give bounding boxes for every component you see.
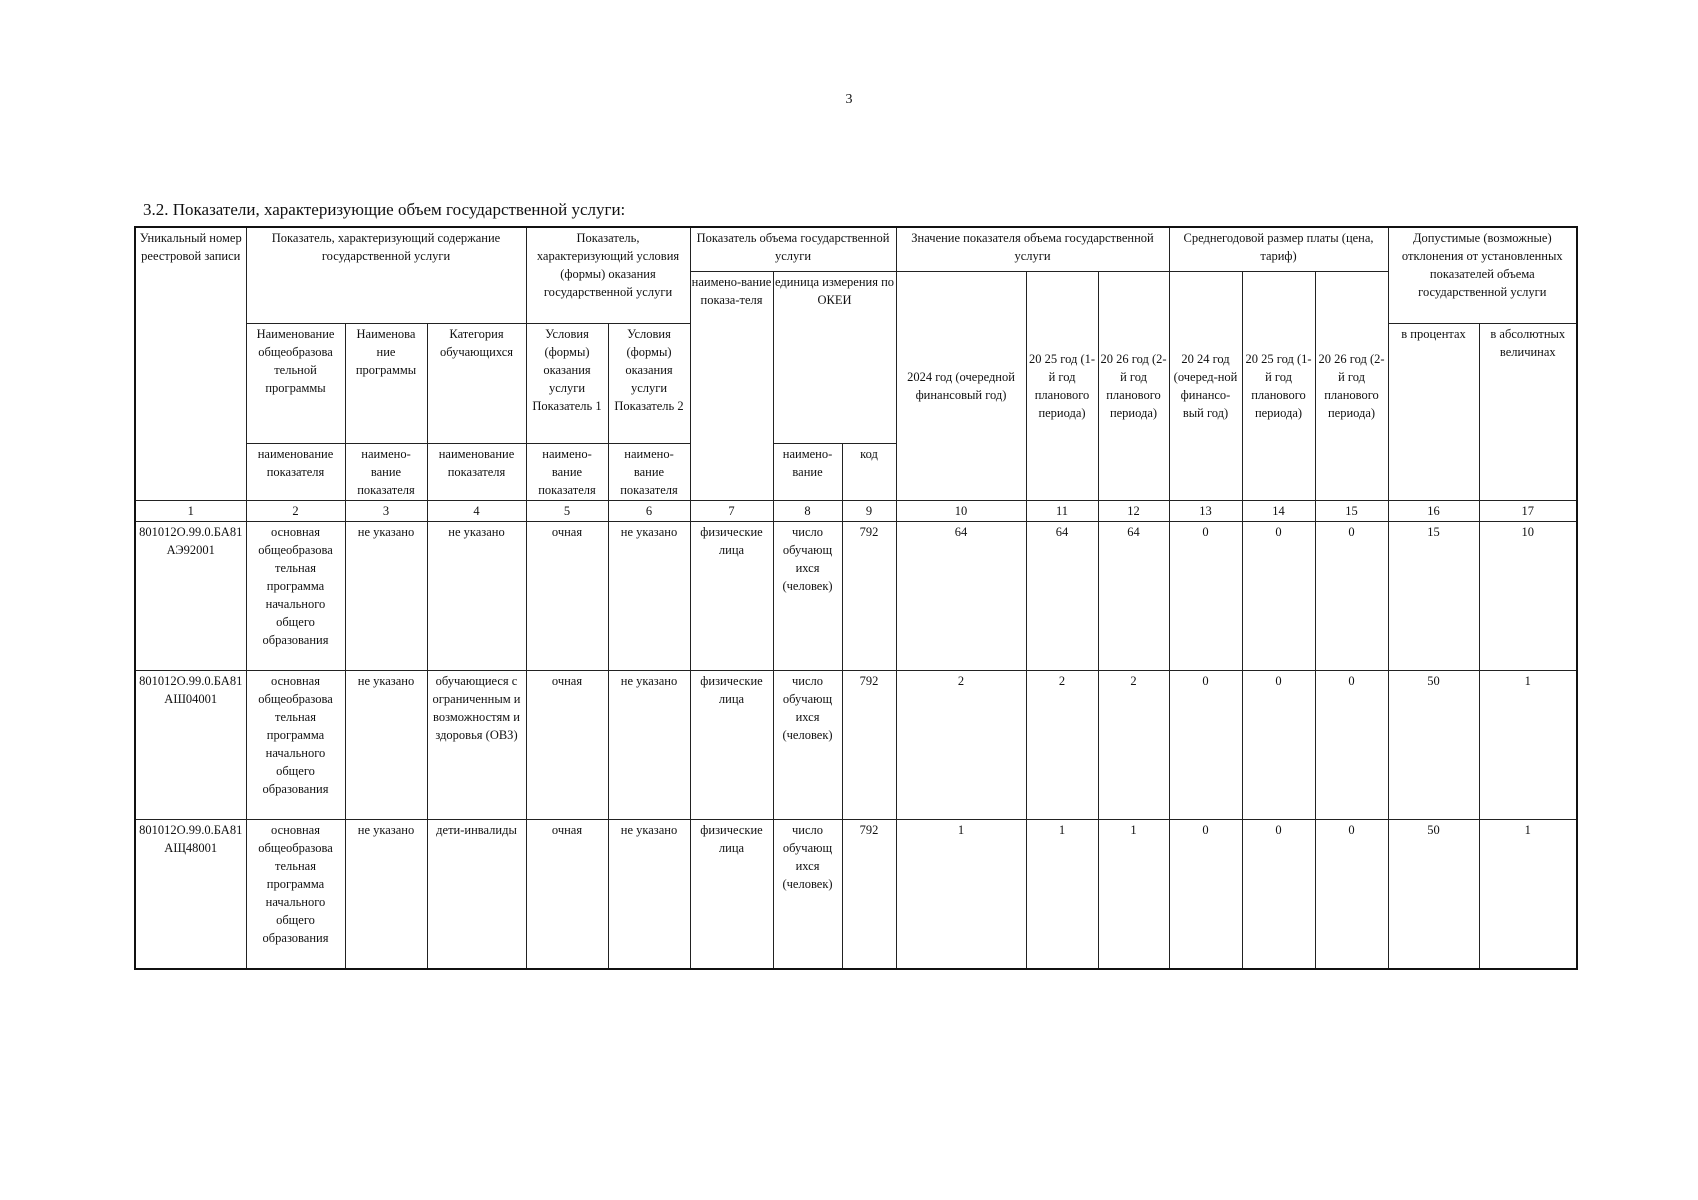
- cell-unique-number: 801012О.99.0.БА81АЭ92001: [135, 521, 246, 670]
- header-year-2026: 20 26 год (2-й год планового периода): [1098, 271, 1169, 500]
- volume-indicators-table: [134, 226, 1578, 970]
- cell-program-name: не указано: [345, 819, 427, 969]
- cell-value-2024: 64: [896, 521, 1026, 670]
- header-program-name-type: Наименование общеобразова тельной программы: [246, 323, 345, 443]
- cell-value-2025: 1: [1026, 819, 1098, 969]
- header-percent: в процентах: [1388, 323, 1479, 500]
- cell-value-2024: 2: [896, 670, 1026, 819]
- header-unique-number: Уникальный номер реестровой записи: [135, 227, 246, 500]
- col-number: 7: [690, 500, 773, 521]
- header-sub-name-4: наименование показателя: [427, 443, 526, 500]
- header-fee-2026: 20 26 год (2-й год планового периода): [1315, 271, 1388, 500]
- section-title: 3.2. Показатели, характеризующие объем государственной услуги:: [143, 200, 626, 219]
- cell-condition-2: не указано: [608, 521, 690, 670]
- page-number: 3: [845, 92, 853, 107]
- header-unit-name: наимено-вание: [773, 443, 842, 500]
- header-indicator-name: наимено-вание показа-теля: [690, 271, 773, 500]
- cell-value-2026: 2: [1098, 670, 1169, 819]
- cell-fee-2025: 0: [1242, 819, 1315, 969]
- header-sub-name-3: наимено-вание показателя: [345, 443, 427, 500]
- cell-condition-1: очная: [526, 670, 608, 819]
- cell-unique-number: 801012О.99.0.БА81АЩ48001: [135, 819, 246, 969]
- cell-unit-name: число обучающ ихся (человек): [773, 819, 842, 969]
- col-number: 10: [896, 500, 1026, 521]
- cell-fee-2025: 0: [1242, 521, 1315, 670]
- cell-program-type: основная общеобразова тельная программа начального общего образования: [246, 670, 345, 819]
- cell-category: дети-инвалиды: [427, 819, 526, 969]
- header-year-2024: 2024 год (очередной финансовый год): [896, 271, 1026, 500]
- cell-fee-2024: 0: [1169, 521, 1242, 670]
- header-avg-fee: Среднегодовой размер платы (цена, тариф): [1169, 227, 1388, 271]
- cell-fee-2025: 0: [1242, 670, 1315, 819]
- header-fee-2024: 20 24 год (очеред-ной финансо-вый год): [1169, 271, 1242, 500]
- col-number: 2: [246, 500, 345, 521]
- cell-fee-2026: 0: [1315, 819, 1388, 969]
- cell-fee-2026: 0: [1315, 521, 1388, 670]
- col-number: 6: [608, 500, 690, 521]
- header-fee-2025: 20 25 год (1-й год планового периода): [1242, 271, 1315, 500]
- col-number: 12: [1098, 500, 1169, 521]
- header-unit-code: код: [842, 443, 896, 500]
- cell-indicator-name: физические лица: [690, 819, 773, 969]
- cell-condition-1: очная: [526, 521, 608, 670]
- cell-unit-code: 792: [842, 521, 896, 670]
- header-conditions-indicator: Показатель, характеризующий условия (формы) оказания государственной услуги: [526, 227, 690, 323]
- cell-unit-code: 792: [842, 819, 896, 969]
- cell-unit-name: число обучающ ихся (человек): [773, 521, 842, 670]
- table-row: [135, 521, 1577, 670]
- header-volume-indicator: Показатель объема государственной услуги: [690, 227, 896, 271]
- header-condition-1: Условия (формы) оказания услуги Показатель 1: [526, 323, 608, 443]
- col-number: 1: [135, 500, 246, 521]
- cell-fee-2024: 0: [1169, 819, 1242, 969]
- cell-value-2025: 64: [1026, 521, 1098, 670]
- cell-program-name: не указано: [345, 521, 427, 670]
- col-number: 11: [1026, 500, 1098, 521]
- cell-category: не указано: [427, 521, 526, 670]
- cell-indicator-name: физические лица: [690, 521, 773, 670]
- cell-deviation-absolute: 1: [1479, 819, 1577, 969]
- table-row: [135, 670, 1577, 819]
- cell-deviation-percent: 50: [1388, 819, 1479, 969]
- header-content-indicator: Показатель, характеризующий содержание государственной услуги: [246, 227, 526, 323]
- cell-value-2025: 2: [1026, 670, 1098, 819]
- table-row: [135, 819, 1577, 969]
- cell-fee-2026: 0: [1315, 670, 1388, 819]
- cell-unit-name: число обучающ ихся (человек): [773, 670, 842, 819]
- cell-unit-code: 792: [842, 670, 896, 819]
- cell-value-2026: 64: [1098, 521, 1169, 670]
- cell-deviation-absolute: 10: [1479, 521, 1577, 670]
- cell-program-name: не указано: [345, 670, 427, 819]
- col-number: 17: [1479, 500, 1577, 521]
- cell-indicator-name: физические лица: [690, 670, 773, 819]
- header-absolute: в абсолютных величинах: [1479, 323, 1577, 500]
- cell-program-type: основная общеобразова тельная программа начального общего образования: [246, 819, 345, 969]
- header-year-2025: 20 25 год (1-й год планового периода): [1026, 271, 1098, 500]
- col-number: 15: [1315, 500, 1388, 521]
- col-number: 8: [773, 500, 842, 521]
- col-number: 5: [526, 500, 608, 521]
- cell-condition-1: очная: [526, 819, 608, 969]
- header-program-name: Наименова ние программы: [345, 323, 427, 443]
- header-volume-value: Значение показателя объема государственной услуги: [896, 227, 1169, 271]
- cell-unique-number: 801012О.99.0.БА81АШ04001: [135, 670, 246, 819]
- col-number: 13: [1169, 500, 1242, 521]
- cell-condition-2: не указано: [608, 819, 690, 969]
- header-category: Категория обучающихся: [427, 323, 526, 443]
- cell-value-2024: 1: [896, 819, 1026, 969]
- col-number: 9: [842, 500, 896, 521]
- col-number: 14: [1242, 500, 1315, 521]
- column-numbers-row: [135, 500, 1577, 521]
- header-sub-name-5: наимено-вание показателя: [526, 443, 608, 500]
- header-sub-name-2: наименование показателя: [246, 443, 345, 500]
- cell-deviation-percent: 15: [1388, 521, 1479, 670]
- col-number: 3: [345, 500, 427, 521]
- cell-program-type: основная общеобразова тельная программа начального общего образования: [246, 521, 345, 670]
- cell-fee-2024: 0: [1169, 670, 1242, 819]
- header-unit-okei: единица измерения по ОКЕИ: [773, 271, 896, 443]
- col-number: 16: [1388, 500, 1479, 521]
- cell-deviation-absolute: 1: [1479, 670, 1577, 819]
- cell-condition-2: не указано: [608, 670, 690, 819]
- cell-value-2026: 1: [1098, 819, 1169, 969]
- header-condition-2: Условия (формы) оказания услуги Показатель 2: [608, 323, 690, 443]
- volume-table-wrapper: [134, 226, 1578, 970]
- cell-category: обучающиеся с ограниченным и возможностям и здоровья (ОВЗ): [427, 670, 526, 819]
- col-number: 4: [427, 500, 526, 521]
- cell-deviation-percent: 50: [1388, 670, 1479, 819]
- header-deviations: Допустимые (возможные) отклонения от установленных показателей объема государственной услуги: [1388, 227, 1577, 323]
- header-sub-name-6: наимено-вание показателя: [608, 443, 690, 500]
